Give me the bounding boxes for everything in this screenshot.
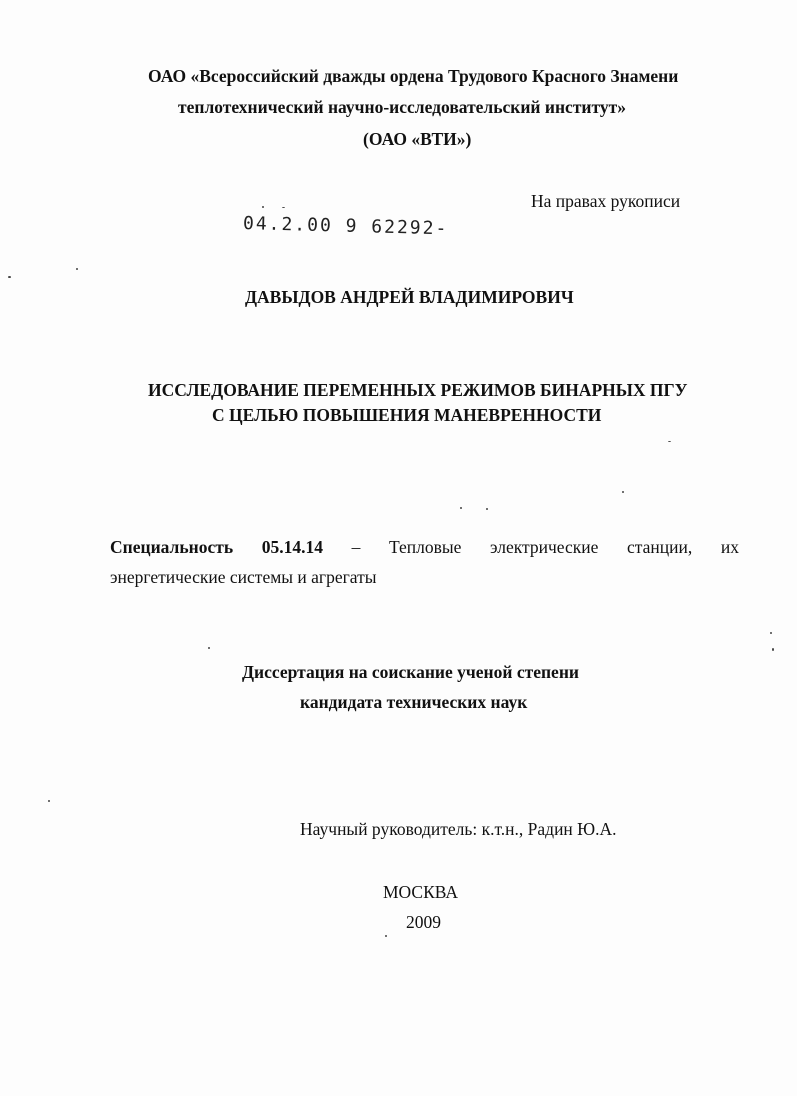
scan-speck xyxy=(385,935,387,937)
scan-speck xyxy=(48,800,50,802)
specialty-label: Специальность xyxy=(110,537,234,557)
specialty-line xyxy=(110,537,739,558)
dissertation-line-2: кандидата технических наук xyxy=(300,692,528,712)
scan-speck xyxy=(282,207,285,208)
manuscript-rights-note: На правах рукописи xyxy=(531,191,681,211)
author-name: ДАВЫДОВ АНДРЕЙ ВЛАДИМИРОВИЧ xyxy=(245,287,574,307)
dissertation-line-1: Диссертация на соискание ученой степени xyxy=(242,662,579,682)
specialty-word-2: электрические xyxy=(490,537,599,557)
scan-speck xyxy=(262,206,264,208)
scan-speck xyxy=(622,491,624,493)
year: 2009 xyxy=(406,912,441,932)
scan-speck xyxy=(208,647,210,649)
specialty-continuation: энергетические системы и агрегаты xyxy=(110,567,377,587)
organization-short-name: (ОАО «ВТИ») xyxy=(363,129,472,149)
scan-speck xyxy=(668,441,671,442)
organization-line-2: теплотехнический научно-исследовательский институт» xyxy=(178,97,626,117)
scan-speck xyxy=(772,648,774,651)
scan-speck xyxy=(770,632,772,634)
scan-speck xyxy=(8,276,11,278)
scan-speck xyxy=(486,508,488,510)
specialty-word-1: Тепловые xyxy=(388,537,462,557)
registration-stamp-number: 04.2.00 9 62292- xyxy=(242,213,449,240)
specialty-code: 05.14.14 xyxy=(261,537,323,557)
scan-speck xyxy=(460,507,462,509)
organization-line-1: ОАО «Всероссийский дважды ордена Трудового Красного Знамени xyxy=(148,66,679,86)
thesis-title-line-1: ИССЛЕДОВАНИЕ ПЕРЕМЕННЫХ РЕЖИМОВ БИНАРНЫХ ПГУ xyxy=(148,380,688,400)
scan-speck xyxy=(76,268,78,270)
scientific-advisor: Научный руководитель: к.т.н., Радин Ю.А. xyxy=(300,819,617,839)
specialty-word-4: их xyxy=(720,537,739,557)
specialty-dash: – xyxy=(351,537,361,557)
thesis-title-line-2: С ЦЕЛЬЮ ПОВЫШЕНИЯ МАНЕВРЕННОСТИ xyxy=(212,405,602,425)
city: МОСКВА xyxy=(383,882,458,902)
specialty-word-3: станции, xyxy=(627,537,693,557)
